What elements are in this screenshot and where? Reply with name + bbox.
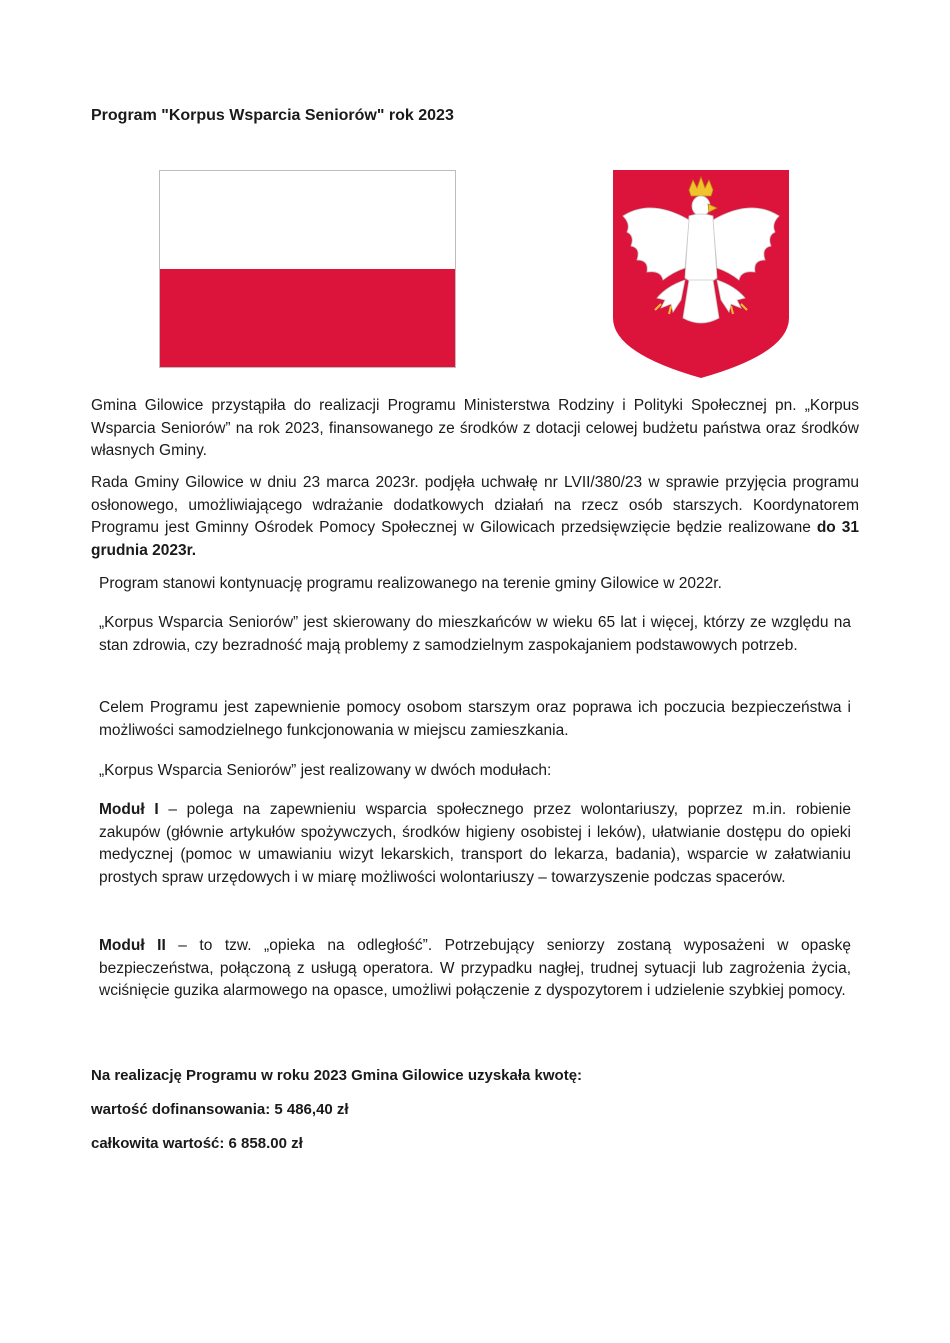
paragraph-resolution [91, 472, 859, 562]
paragraph-intro: Gmina Gilowice przystąpiła do realizacji Programu Ministerstwa Rodziny i Polityki Społecznej pn. „Korpus Wsparcia Seniorów” na rok 2023, finansowanego ze środków z dotacji celowej budżetu państwa oraz środków własnych Gminy. [91, 397, 859, 459]
paragraph-modules-intro: „Korpus Wsparcia Seniorów” jest realizowany w dwóch modułach: [99, 762, 552, 779]
page-title: Program "Korpus Wsparcia Seniorów" rok 2023 [91, 107, 454, 124]
flag-white-stripe [160, 171, 455, 269]
module-1-text: – polega na zapewnieniu wsparcia społecznego przez wolontariuszy, poprzez m.in. robienie zakupów (głównie artykułów spożywczych, środków higieny osobistej i leków), ułatwianie dostępu do opieki medycznej (pomoc w umawianiu wizyt lekarskich, transport do lekarza, badania), wsparcie w załatwianiu prostych spraw urzędowych i w miarę możliwości wolontariuszy – towarzyszenie podczas spacerów. [99, 801, 851, 886]
paragraph-continuation: Program stanowi kontynuację programu realizowanego na terenie gminy Gilowice w 2022r. [99, 575, 722, 592]
paragraph-target-group: „Korpus Wsparcia Seniorów” jest skierowany do mieszkańców w wieku 65 lat i więcej, którzy ze względu na stan zdrowia, czy bezradność mają problemy z samodzielnym zaspokajaniem podstawowych potrzeb. [99, 614, 851, 654]
funding-subsidy: wartość dofinansowania: 5 486,40 zł [91, 1101, 349, 1118]
polish-flag-image [159, 170, 456, 368]
paragraph-goal: Celem Programu jest zapewnienie pomocy osobom starszym oraz poprawa ich poczucia bezpieczeństwa i możliwości samodzielnego funkcjonowania w miejscu zamieszkania. [99, 699, 851, 739]
module-1-label: Moduł I [99, 801, 159, 818]
flag-red-stripe [160, 269, 455, 367]
funding-heading: Na realizację Programu w roku 2023 Gmina Gilowice uzyskała kwotę: [91, 1067, 583, 1084]
paragraph-module-2 [99, 935, 851, 1003]
coat-of-arms-image [611, 168, 791, 380]
paragraph-resolution-text: Rada Gminy Gilowice w dniu 23 marca 2023r. podjęła uchwałę nr LVII/380/23 w sprawie przyjęcia programu osłonowego, umożliwiającego wdrażanie dodatkowych działań na rzecz osób starszych. Koordynatorem Programu jest Gminny Ośrodek Pomocy Społecznej w Gilowicach przedsięwzięcie będzie realizowane [91, 474, 859, 536]
module-2-text: – to tzw. „opieka na odległość”. Potrzebujący seniorzy zostaną wyposażeni w opaskę bezpieczeństwa, połączoną z usługą operatora. W przypadku nagłej, trudnej sytuacji lub zagrożenia życia, wciśnięcie guzika alarmowego na opasce, umożliwi połączenie z dyspozytorem i udzielenie szybkiej pomocy. [99, 937, 851, 999]
paragraph-module-1 [99, 799, 851, 889]
module-2-label: Moduł II [99, 937, 166, 954]
funding-total: całkowita wartość: 6 858.00 zł [91, 1135, 303, 1152]
deadline-bold: do 31 grudnia 2023r. [91, 519, 859, 559]
